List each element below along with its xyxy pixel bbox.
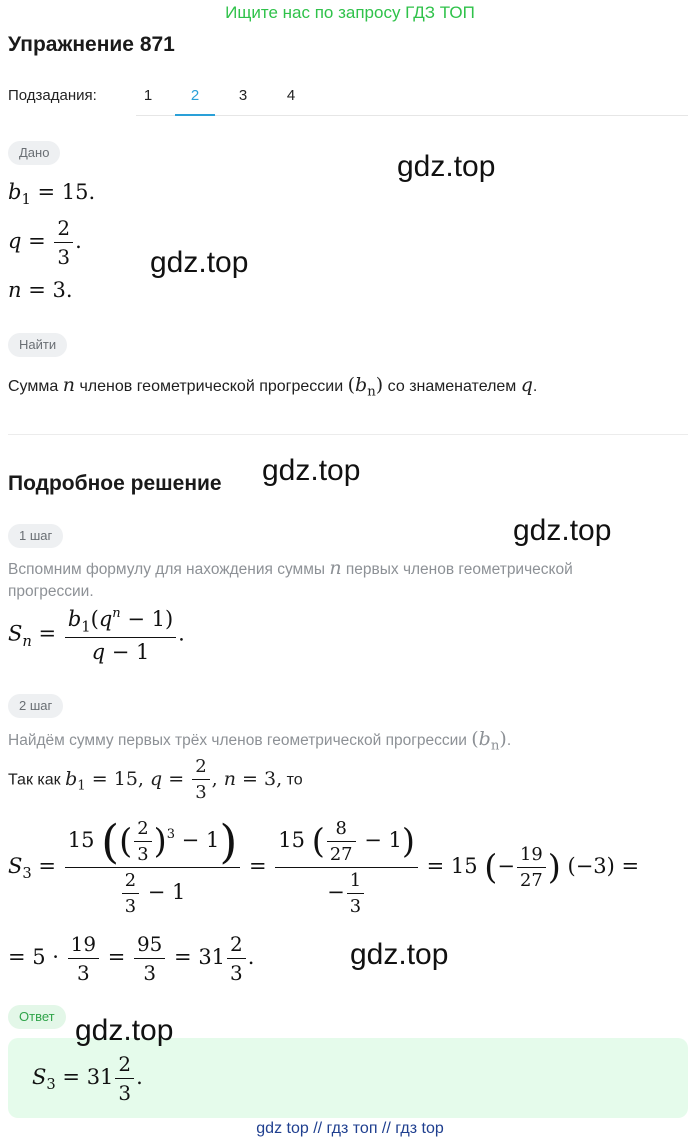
subtasks-bar	[8, 78, 688, 116]
watermark: gdz.top	[75, 1014, 174, 1047]
given-n-value: 3	[52, 278, 66, 302]
step1-text-b: первых членов геометрической прогрессии.	[8, 561, 573, 600]
step2-condition-suffix: то	[286, 771, 303, 789]
step1-text-a: Вспомним формулу для нахождения суммы	[8, 561, 325, 578]
sum-formula: $S_n$ = $\frac{b_1(q^n - 1)}{q - 1}$ .	[8, 606, 185, 665]
step2-condition: Так как $b_1 = 15$, q = $\frac{2}{3}$ , n = 3, то	[8, 756, 303, 803]
given-n: n = 3.	[8, 278, 73, 302]
computation-line-1: $S_3$ = 15 (( $\frac{2}{3}$ )$^3$ − 1) $\frac{2}{3}$ − 1 = 15 ( $\frac{8}{27}$ − 1) − $\frac{1}{3}$ = 15 (− $\frac{19}{27}$ ) (−3) =	[8, 814, 640, 917]
solution-title: Подробное решение	[8, 472, 222, 495]
step2-condition-prefix: Так как	[8, 771, 61, 789]
step1-chip: 1 шаг	[8, 524, 63, 548]
section-divider	[8, 434, 688, 435]
find-chip: Найти	[8, 333, 67, 357]
given-q: q = $\frac{2}{3}$ .	[8, 216, 82, 269]
tab-subtask-4[interactable]: 4	[286, 87, 296, 104]
step2-chip: 2 шаг	[8, 694, 63, 718]
computation-line-2: = 5 · $\frac{19}{3}$ = $\frac{95}{3}$ = 31 $\frac{2}{3}$ .	[8, 932, 255, 985]
given-q-denominator: 3	[57, 245, 71, 269]
given-b1: $b_1 = 15$.	[8, 180, 96, 209]
top-banner: Ищите нас по запросу ГДЗ ТОП	[225, 3, 475, 22]
page-title: Упражнение 871	[8, 33, 175, 56]
answer-value: $S_3 = 31$ $\frac{2}{3}$ .	[32, 1052, 143, 1105]
given-q-numerator: 2	[54, 216, 73, 243]
step1-text: Вспомним формулу для нахождения суммы n первых членов геометрической прогрессии.	[8, 557, 573, 600]
find-text-prefix: Сумма	[8, 378, 59, 395]
given-chip: Дано	[8, 141, 60, 165]
watermark: gdz.top	[513, 514, 612, 547]
given-b1-value: 15	[61, 180, 89, 204]
find-text-mid: членов геометрической прогрессии	[79, 378, 344, 395]
subtasks-label: Подзадания:	[8, 87, 97, 104]
watermark: gdz.top	[262, 454, 361, 487]
step2-text: Найдём сумму первых трёх членов геометрической прогрессии $(b_n)$.	[8, 728, 512, 754]
step2-text-content: Найдём сумму первых трёх членов геометрической прогрессии	[8, 732, 467, 749]
find-text-suffix: со знаменателем	[387, 378, 517, 395]
subtasks-divider	[136, 115, 688, 116]
answer-box	[8, 1038, 688, 1118]
watermark: gdz.top	[150, 246, 249, 279]
tab-subtask-2[interactable]: 2	[175, 78, 215, 116]
answer-chip: Ответ	[8, 1005, 66, 1029]
watermark: gdz.top	[397, 150, 496, 183]
footer-links: gdz top // гдз топ // гдз top	[256, 1120, 444, 1137]
tab-subtask-3[interactable]: 3	[238, 87, 248, 104]
tab-subtask-1[interactable]: 1	[143, 87, 153, 104]
watermark: gdz.top	[350, 938, 449, 971]
find-text: Сумма n членов геометрической прогрессии $(b_n)$ со знаменателем q.	[8, 374, 538, 400]
